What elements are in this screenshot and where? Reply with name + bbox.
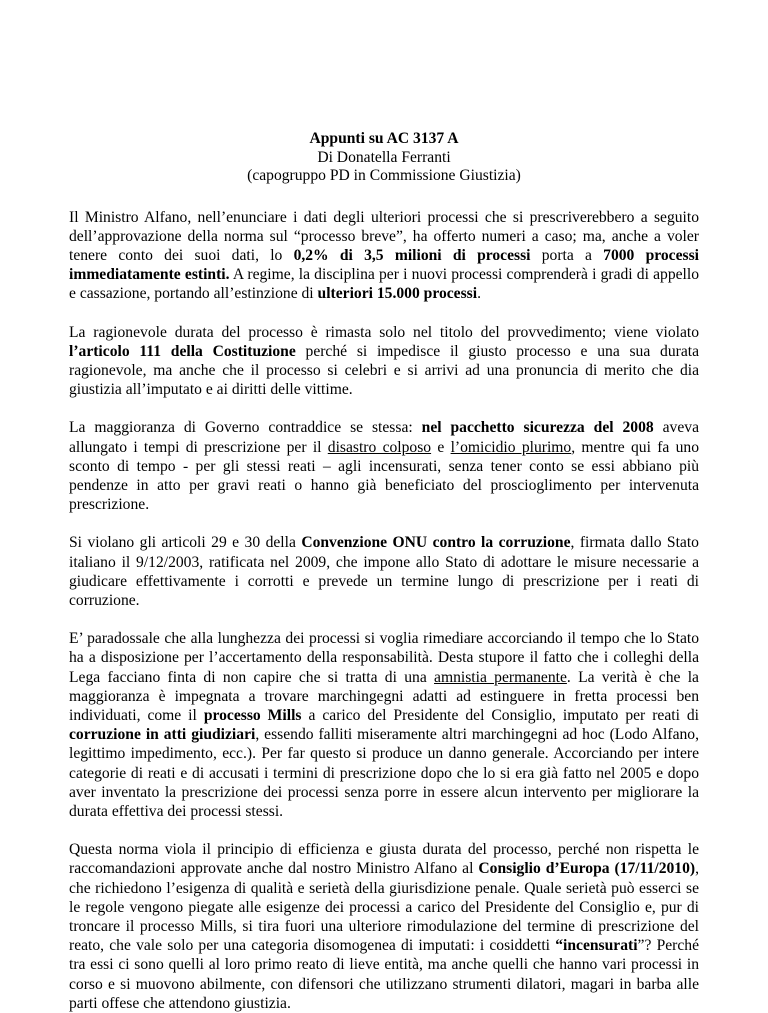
text-span: La maggioranza di Governo contraddice se stessa: — [69, 419, 422, 437]
paragraph-6 — [69, 840, 699, 1013]
text-span: . La verità è che la maggioranza è impegnata a trovare marchingegni adatti ad estinguere in fretta processi ben individuati, come il — [69, 668, 699, 724]
text-span: A regime, la disciplina per i nuovi processi comprenderà i gradi di appello e cassazione, portando all’estinzione di — [69, 266, 700, 303]
text-span: , che richiedono l’esigenza di qualità e serietà della giurisdizione penale. Quale serietà può esserci se le regole vengono piegate alle esigenze dei processi a carico del Presidente del Consiglio e, pur di troncare il processo Mills, si tira fuori una ulteriore rimodulazione del termine di prescrizione del reato, che vale solo per una categoria disomogenea di imputati: i cosiddetti — [69, 860, 699, 955]
text-span: perché si impedisce il giusto processo e una sua durata ragionevole, ma anche che il processo si celebri e si arrivi ad una pronuncia di merito che dia giustizia all’imputato e ai diritti delle vittime. — [69, 342, 699, 399]
bold-text: “incensurati — [555, 937, 638, 955]
document-header — [69, 130, 699, 186]
paragraph-1 — [69, 208, 699, 304]
paragraph-3 — [69, 418, 699, 514]
bold-text: Convenzione ONU contro la corruzione — [301, 534, 571, 552]
document-title: Appunti su AC 3137 A — [309, 130, 459, 147]
underlined-text: disastro colposo — [327, 438, 432, 456]
text-span: ”? Perché tra essi ci sono quelli al loro primo reato di lieve entità, ma anche quelli che hanno vari processi in corso e si muovono abilmente, con difensori che utilizzano strumenti dilatori, magari in barba alle parti offese che attendono giustizia. — [69, 937, 699, 1012]
bold-text: Consiglio d’Europa (17/11/2010) — [478, 860, 696, 878]
bold-text: ulteriori 15.000 processi — [317, 285, 478, 303]
bold-text: l’articolo 111 della Costituzione — [69, 342, 296, 360]
text-span: . — [477, 285, 481, 303]
paragraph-4 — [69, 533, 699, 610]
text-span: e — [431, 438, 451, 456]
text-span: Il Ministro Alfano, nell’enunciare i dati degli ulteriori processi che si prescriverebbero a seguito dell’approvazione della norma sul “processo breve”, ha offerto numeri a caso; ma, anche a voler tenere conto dei suoi dati, lo — [69, 208, 699, 264]
author-line: Di Donatella Ferranti — [317, 148, 451, 166]
text-span: Questa norma viola il principio di efficienza e giusta durata del processo, perché non rispetta le raccomandazioni approvate anche dal nostro Ministro Alfano al — [69, 841, 699, 878]
paragraph-5 — [69, 629, 699, 821]
underlined-text: l’omicidio plurimo — [450, 438, 572, 456]
bold-text: 7000 processi immediatamente estinti. — [69, 246, 699, 284]
text-span: a carico del Presidente del Consiglio, imputato per reati di — [301, 706, 700, 724]
bold-text: processo Mills — [203, 706, 302, 724]
bold-text: nel pacchetto sicurezza del 2008 — [421, 419, 654, 437]
text-span: , mentre qui fa uno sconto di tempo - per gli stessi reati – agli incensurati, senza tener conto se essi abbiano più pendenze in atto per gravi reati o hanno già beneficiato del proscioglimento per intervenuta prescrizione. — [69, 438, 700, 514]
text-span: Si violano gli articoli 29 e 30 della — [69, 534, 302, 552]
author-role: (capogruppo PD in Commissione Giustizia) — [247, 167, 521, 184]
text-span: E’ paradossale che alla lunghezza dei processi si voglia rimediare accorciando il tempo che lo Stato ha a disposizione per l’accertamento della responsabilità. Desta stupore il fatto che i colleghi della Lega facciano finta di non capire che si tratta di una — [69, 630, 699, 686]
text-span: aveva allungato i tempi di prescrizione per il — [69, 419, 699, 456]
text-span: La ragionevole durata del processo è rimasta solo nel titolo del provvedimento; viene violato — [69, 323, 699, 341]
text-span: porta a — [530, 246, 604, 264]
underlined-text: amnistia permanente — [434, 668, 567, 686]
text-span: , firmata dallo Stato italiano il 9/12/2003, ratificata nel 2009, che impone allo Stato di adottare le misure necessarie a giudicare effettivamente i corrotti e prevede un termine lungo di prescrizione per i reati di corruzione. — [69, 534, 699, 609]
bold-text: 0,2% di 3,5 milioni di processi — [293, 246, 531, 264]
bold-text: corruzione in atti giudiziari — [69, 726, 256, 744]
paragraph-2 — [69, 323, 699, 400]
text-span: , essendo falliti miseramente altri marchingegni ad hoc (Lodo Alfano, legittimo impedimento, ecc.). Per far questo si produce un danno generale. Accorciando per intere categorie di reati e di accusati i termini di prescrizione dopo che lo si era già fatto nel 2005 e dopo aver inventato la prescrizione dei processi senza porre in essere alcun intervento per migliorare la durata effettiva dei processi stessi. — [69, 726, 699, 820]
